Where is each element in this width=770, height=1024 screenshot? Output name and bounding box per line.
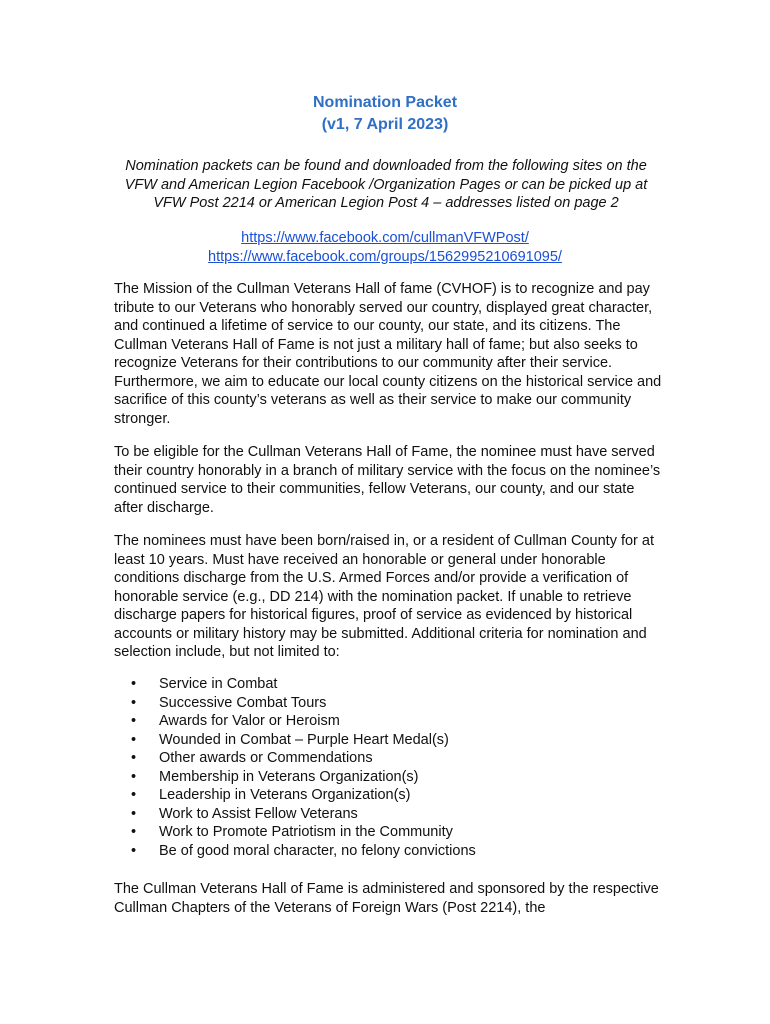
bullet-icon: • [131,805,137,822]
bullet-icon: • [131,768,137,785]
list-item-label: Work to Promote Patriotism in the Community [159,824,453,840]
list-item-label: Wounded in Combat – Purple Heart Medal(s) [159,731,449,748]
list-item [131,731,476,750]
criteria-list [131,675,476,860]
list-item-label: Other awards or Commendations [159,750,373,766]
title-block [0,92,770,136]
version-line: (v1, 7 April 2023) [321,116,449,133]
bullet-icon: • [131,713,137,729]
page-title: Nomination Packet [312,94,458,111]
list-item [131,712,476,731]
bullet-icon: • [131,787,137,803]
facebook-vfw-link[interactable]: https://www.facebook.com/cullmanVFWPost/ [241,230,529,246]
list-item-label: Be of good moral character, no felony convictions [159,842,476,859]
intro-paragraph: Nomination packets can be found and downloaded from the following sites on the VFW and American Legion Facebook /Organization Pages or can be picked up at VFW Post 2214 or American Legion Post 4 – addresses listed on page 2 [124,158,648,211]
nominees-paragraph: The nominees must have been born/raised in, or a resident of Cullman County for at least 10 years. Must have received an honorable or general under honorable conditions discharge from the U.S. Armed Forces and/or provide a verification of honorable service (e.g., DD 214) with the nomination packet. If unable to retrieve discharge papers for historical figures, proof of service as evidenced by historical accounts or military history may be submitted. Additional criteria for nomination and selection include, but not limited to: [114,533,655,660]
list-item [131,749,476,768]
list-item [131,823,476,842]
list-item [131,694,476,713]
list-item [131,786,476,805]
admin-paragraph: The Cullman Veterans Hall of Fame is administered and sponsored by the respective Cullman Chapters of the Veterans of Foreign Wars (Post 2214), the [114,881,659,916]
links-block [0,229,770,266]
list-item-label: Successive Combat Tours [159,694,327,711]
list-item [131,805,476,824]
list-item [131,675,476,694]
list-item-label: Membership in Veterans Organization(s) [159,768,419,785]
bullet-icon: • [131,694,137,711]
list-item [131,842,476,861]
list-item [131,768,476,787]
list-item-label: Work to Assist Fellow Veterans [159,805,358,822]
bullet-icon: • [131,731,137,748]
list-item-label: Service in Combat [159,676,278,692]
eligibility-paragraph: To be eligible for the Cullman Veterans Hall of Fame, the nominee must have served their country honorably in a branch of military service with the focus on the nominee’s continued service to their communities, fellow Veterans, our county, and our state after discharge. [114,444,661,516]
list-item-label: Awards for Valor or Heroism [159,713,340,729]
bullet-icon: • [131,824,137,840]
list-item-label: Leadership in Veterans Organization(s) [159,787,411,803]
bullet-icon: • [131,842,137,859]
bullet-icon: • [131,676,137,692]
facebook-group-link[interactable]: https://www.facebook.com/groups/1562995210691095/ [208,248,562,265]
bullet-icon: • [131,750,137,766]
mission-paragraph: The Mission of the Cullman Veterans Hall of fame (CVHOF) is to recognize and pay tribute to our Veterans who honorably served our country, displayed great character, and continued a lifetime of service to our county, our state, and its citizens. The Cullman Veterans Hall of Fame is not just a military hall of fame; but also seeks to recognize Veterans for their contributions to our community after their service. Furthermore, we aim to educate our local county citizens on the historical service and sacrifice of this county’s veterans as well as their service to make our community stronger. [114,281,662,427]
